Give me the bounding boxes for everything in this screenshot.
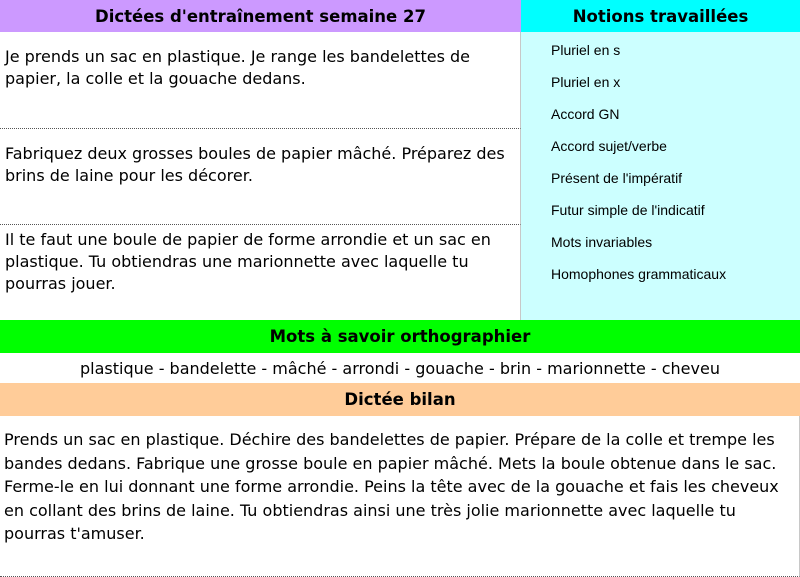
- notion-item: Homophones grammaticaux: [551, 266, 727, 282]
- notion-item: Futur simple de l'indicatif: [551, 202, 705, 218]
- dictation-2: Fabriquez deux grosses boules de papier mâché. Préparez des brins de laine pour les décorer.: [0, 129, 521, 225]
- notions-list-panel: [521, 32, 800, 320]
- notion-item: Présent de l'impératif: [551, 170, 683, 186]
- dictation-1: Je prends un sac en plastique. Je range les bandelettes de papier, la colle et la gouache dedans.: [0, 32, 521, 129]
- training-dictations-header: Dictées d'entraînement semaine 27: [0, 0, 521, 32]
- notion-item: Accord sujet/verbe: [551, 138, 667, 154]
- notion-item: Pluriel en x: [551, 74, 621, 90]
- notions-header: Notions travaillées: [521, 0, 800, 32]
- notions-list: [521, 32, 800, 297]
- notion-item: Mots invariables: [551, 234, 653, 250]
- final-dictation-header: Dictée bilan: [0, 383, 800, 416]
- notion-item: Pluriel en s: [551, 42, 621, 58]
- words-to-learn-header: Mots à savoir orthographier: [0, 320, 800, 353]
- words-to-learn-list: plastique - bandelette - mâché - arrondi - gouache - brin - marionnette - cheveu: [80, 358, 720, 378]
- notion-item: Accord GN: [551, 106, 620, 122]
- dictation-3: Il te faut une boule de papier de forme arrondie et un sac en plastique. Tu obtiendras une marionnette avec laquelle tu pourras jouer.: [0, 225, 521, 320]
- final-dictation-text: Prends un sac en plastique. Déchire des bandelettes de papier. Prépare de la colle et trempe les bandes dedans. Fabrique une grosse boule en papier mâché. Mets la boule obtenue dans le sac. Ferme-le en lui donnant une forme arrondie. Peins la tête avec de la gouache et fais les cheveux en collant des brins de laine. Tu obtiendras ainsi une très jolie marionnette avec laquelle tu pourras t'amuser.: [0, 416, 800, 577]
